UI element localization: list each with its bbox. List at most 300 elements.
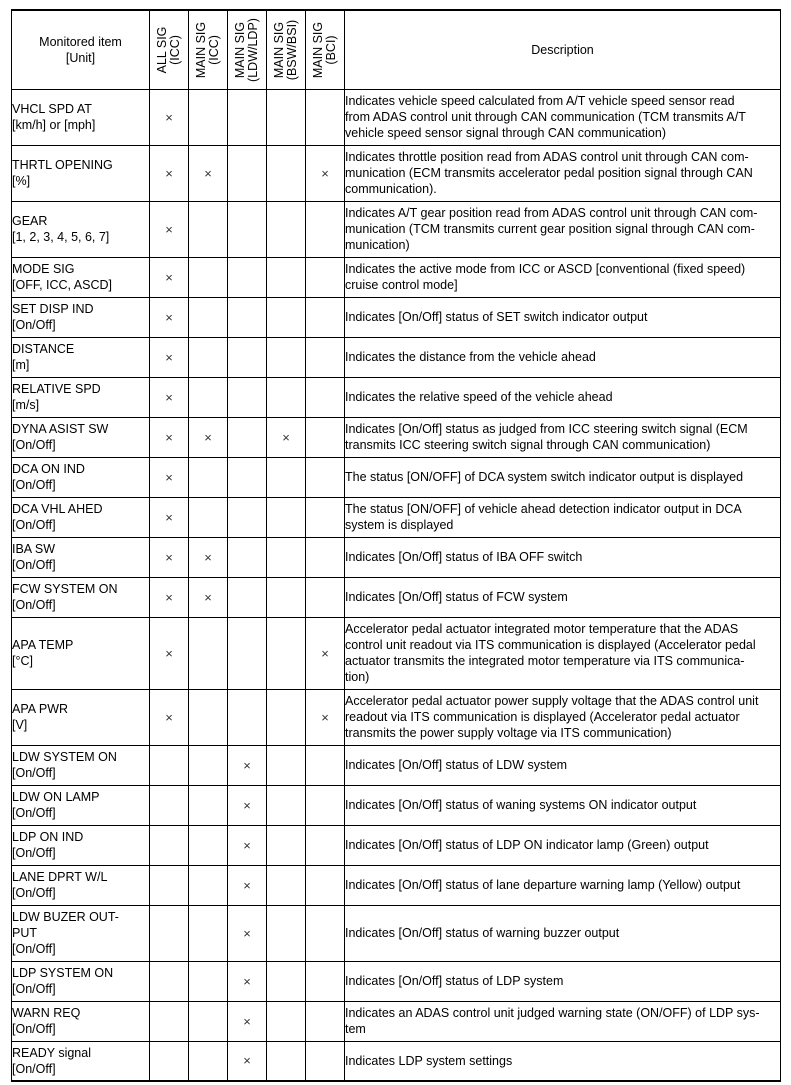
description-line: readout via ITS communication is displayed (Accelerator pedal actuator [345, 710, 740, 724]
description-line: from ADAS control unit through CAN communication (TCM transmits A/T [345, 110, 746, 124]
signal-mark-cell [189, 785, 228, 825]
signal-mark-cell [189, 905, 228, 961]
monitored-item-cell [12, 89, 150, 145]
signal-mark-cell [267, 961, 306, 1001]
description-cell [345, 145, 781, 201]
description-line: Indicates [On/Off] status of lane departure warning lamp (Yellow) output [345, 878, 741, 892]
description-line: Indicates [On/Off] status of warning buzzer output [345, 926, 620, 940]
signal-mark-cell [228, 785, 267, 825]
description-line: Indicates LDP system settings [345, 1053, 513, 1068]
description-line: Indicates vehicle speed calculated from A/T vehicle speed sensor read [345, 94, 735, 108]
signal-mark-cell [189, 961, 228, 1001]
monitored-item-line: [On/Off] [12, 318, 56, 332]
signal-mark-cell [228, 201, 267, 257]
monitored-item-line: [°C] [12, 654, 33, 668]
signal-mark-cell [267, 689, 306, 745]
applicable-mark: × [165, 549, 173, 565]
monitored-item-cell [12, 689, 150, 745]
applicable-mark: × [321, 165, 329, 181]
signal-mark-cell [228, 577, 267, 617]
monitored-item-header-unit: [Unit] [65, 50, 96, 65]
table-row [12, 785, 781, 825]
description-line: Accelerator pedal actuator integrated motor temperature that the ADAS [345, 622, 739, 636]
table-row [12, 145, 781, 201]
signal-mark-cell [228, 865, 267, 905]
applicable-mark: × [243, 757, 251, 773]
description-cell [345, 617, 781, 689]
monitored-item-line: [km/h] or [mph] [12, 118, 96, 132]
applicable-mark: × [165, 269, 173, 285]
signal-mark-cell [150, 905, 189, 961]
monitored-item-line: DCA ON IND [12, 462, 85, 476]
monitored-item-line: LDP ON IND [12, 830, 84, 844]
monitored-item-line: [V] [12, 718, 28, 732]
description-line: Indicates the distance from the vehicle ahead [345, 350, 596, 364]
signal-mark-cell [228, 497, 267, 537]
table-row [12, 201, 781, 257]
monitored-item-line: MODE SIG [12, 262, 75, 276]
sig-header-line2: (ICC) [168, 34, 182, 65]
monitored-item-cell [12, 785, 150, 825]
table-row [12, 865, 781, 905]
signal-mark-cell [189, 377, 228, 417]
signal-mark-cell [267, 297, 306, 337]
monitored-item-line: [m/s] [12, 398, 40, 412]
signal-mark-cell [228, 89, 267, 145]
description-cell [345, 961, 781, 1001]
signal-mark-cell [189, 617, 228, 689]
description-cell [345, 905, 781, 961]
signal-mark-cell [306, 689, 345, 745]
signal-mark-cell [189, 1001, 228, 1041]
description-line: transmits ICC steering switch signal through CAN communication) [345, 438, 711, 452]
monitored-item-line: LDW ON LAMP [12, 790, 100, 804]
description-cell [345, 497, 781, 537]
monitored-item-line: [On/Off] [12, 846, 56, 860]
monitored-item-cell [12, 337, 150, 377]
description-line: Accelerator pedal actuator power supply voltage that the ADAS control unit [345, 694, 759, 708]
signal-mark-cell [150, 1041, 189, 1081]
description-line: Indicates the active mode from ICC or ASCD [conventional (fixed speed) [345, 262, 746, 276]
monitored-item-header [12, 10, 150, 89]
signal-mark-cell [228, 1041, 267, 1081]
monitored-item-line: LDW BUZER OUT- [12, 910, 119, 924]
signal-mark-cell [306, 537, 345, 577]
table-row [12, 257, 781, 297]
monitored-item-line: WARN REQ [12, 1006, 81, 1020]
description-line: control unit readout via ITS communication is displayed (Accelerator pedal [345, 638, 756, 652]
signal-mark-cell [267, 201, 306, 257]
signal-mark-cell [228, 745, 267, 785]
monitored-item-line: DYNA ASIST SW [12, 422, 109, 436]
signal-mark-cell [228, 905, 267, 961]
description-line: munication (ECM transmits accelerator pedal position signal through CAN [345, 166, 753, 180]
signal-mark-cell [150, 457, 189, 497]
description-line: system is displayed [345, 518, 454, 532]
sig-header-line1: ALL SIG [155, 26, 169, 74]
main-sig-bsw-bsi-header [267, 10, 306, 89]
signal-mark-cell [267, 457, 306, 497]
description-line: The status [ON/OFF] of DCA system switch indicator output is displayed [345, 470, 744, 484]
description-line: Indicates an ADAS control unit judged warning state (ON/OFF) of LDP sys- [345, 1006, 760, 1020]
monitored-item-cell [12, 145, 150, 201]
signal-mark-cell [306, 905, 345, 961]
applicable-mark: × [165, 429, 173, 445]
monitored-item-cell [12, 825, 150, 865]
monitored-item-line: [On/Off] [12, 982, 56, 996]
monitored-item-line: [On/Off] [12, 598, 56, 612]
signal-mark-cell [267, 1001, 306, 1041]
monitor-item-table [11, 9, 781, 1082]
signal-mark-cell [306, 1041, 345, 1081]
monitored-item-line: [%] [12, 174, 31, 188]
sig-header-line2: (ICC) [207, 34, 221, 65]
signal-mark-cell [150, 577, 189, 617]
signal-mark-cell [189, 1041, 228, 1081]
description-line: transmits the power supply voltage via ITS communication) [345, 726, 672, 740]
monitored-item-cell [12, 457, 150, 497]
table-row [12, 337, 781, 377]
signal-mark-cell [267, 745, 306, 785]
signal-mark-cell [189, 825, 228, 865]
signal-mark-cell [189, 745, 228, 785]
description-line: Indicates [On/Off] status of LDW system [345, 758, 568, 772]
applicable-mark: × [243, 1013, 251, 1029]
monitored-item-cell [12, 497, 150, 537]
description-cell [345, 457, 781, 497]
monitored-item-line: VHCL SPD AT [12, 102, 92, 116]
table-row [12, 1041, 781, 1081]
monitored-item-cell [12, 201, 150, 257]
table-row [12, 457, 781, 497]
applicable-mark: × [243, 797, 251, 813]
monitored-item-line: APA TEMP [12, 638, 74, 652]
signal-mark-cell [306, 297, 345, 337]
applicable-mark: × [243, 973, 251, 989]
monitored-item-line: [On/Off] [12, 1022, 56, 1036]
main-sig-icc-header [189, 10, 228, 89]
description-cell [345, 337, 781, 377]
signal-mark-cell [228, 337, 267, 377]
signal-mark-cell [150, 417, 189, 457]
monitored-item-cell [12, 617, 150, 689]
main-sig-bci-header [306, 10, 345, 89]
monitored-item-line: [On/Off] [12, 518, 56, 532]
description-cell [345, 825, 781, 865]
applicable-mark: × [243, 1053, 251, 1069]
table-row [12, 377, 781, 417]
monitored-item-line: FCW SYSTEM ON [12, 582, 118, 596]
signal-mark-cell [267, 89, 306, 145]
table-row [12, 497, 781, 537]
monitored-item-cell [12, 417, 150, 457]
description-line: Indicates the relative speed of the vehicle ahead [345, 390, 613, 404]
monitored-item-line: IBA SW [12, 542, 56, 556]
description-line: actuator transmits the integrated motor temperature via ITS communica- [345, 654, 745, 668]
applicable-mark: × [204, 429, 212, 445]
signal-mark-cell [189, 457, 228, 497]
monitored-item-cell [12, 961, 150, 1001]
signal-mark-cell [150, 825, 189, 865]
description-line: tion) [345, 670, 370, 684]
description-line: communication). [345, 182, 437, 196]
signal-mark-cell [306, 257, 345, 297]
description-line: Indicates A/T gear position read from ADAS control unit through CAN com- [345, 206, 758, 220]
description-line: The status [ON/OFF] of vehicle ahead detection indicator output in DCA [345, 502, 742, 516]
monitored-item-cell [12, 577, 150, 617]
table-row [12, 961, 781, 1001]
signal-mark-cell [150, 145, 189, 201]
signal-mark-cell [150, 617, 189, 689]
applicable-mark: × [321, 645, 329, 661]
applicable-mark: × [243, 837, 251, 853]
description-cell [345, 745, 781, 785]
signal-mark-cell [189, 201, 228, 257]
monitored-item-cell [12, 1001, 150, 1041]
signal-mark-cell [306, 201, 345, 257]
monitored-item-line: RELATIVE SPD [12, 382, 101, 396]
monitored-item-line: [On/Off] [12, 478, 56, 492]
signal-mark-cell [189, 89, 228, 145]
table-row [12, 745, 781, 785]
description-line: cruise control mode] [345, 278, 458, 292]
all-sig-icc-header [150, 10, 189, 89]
monitored-item-line: [On/Off] [12, 886, 56, 900]
signal-mark-cell [306, 785, 345, 825]
sig-header-line1: MAIN SIG [194, 21, 208, 78]
description-cell [345, 377, 781, 417]
applicable-mark: × [204, 165, 212, 181]
monitored-item-line: DISTANCE [12, 342, 75, 356]
applicable-mark: × [165, 589, 173, 605]
signal-mark-cell [228, 617, 267, 689]
description-line: Indicates [On/Off] status of LDP ON indicator lamp (Green) output [345, 838, 709, 852]
description-line: Indicates throttle position read from ADAS control unit through CAN com- [345, 150, 749, 164]
applicable-mark: × [165, 509, 173, 525]
signal-mark-cell [150, 497, 189, 537]
signal-mark-cell [306, 497, 345, 537]
signal-mark-cell [306, 617, 345, 689]
applicable-mark: × [165, 349, 173, 365]
signal-mark-cell [150, 537, 189, 577]
signal-mark-cell [189, 577, 228, 617]
signal-mark-cell [228, 457, 267, 497]
signal-mark-cell [150, 89, 189, 145]
signal-mark-cell [150, 961, 189, 1001]
signal-mark-cell [189, 297, 228, 337]
signal-mark-cell [228, 825, 267, 865]
signal-mark-cell [306, 337, 345, 377]
table-header-row [12, 10, 781, 89]
description-line: Indicates [On/Off] status of SET switch indicator output [345, 310, 648, 324]
signal-mark-cell [228, 297, 267, 337]
monitored-item-line: PUT [12, 926, 37, 940]
monitored-item-line: [On/Off] [12, 766, 56, 780]
applicable-mark: × [165, 109, 173, 125]
monitored-item-line: [On/Off] [12, 942, 56, 956]
signal-mark-cell [150, 201, 189, 257]
monitored-item-cell [12, 1041, 150, 1081]
table-row [12, 297, 781, 337]
signal-mark-cell [150, 377, 189, 417]
description-cell [345, 417, 781, 457]
applicable-mark: × [165, 709, 173, 725]
signal-mark-cell [150, 337, 189, 377]
monitored-item-line: [m] [12, 358, 30, 372]
monitored-item-line: [1, 2, 3, 4, 5, 6, 7] [12, 230, 110, 244]
signal-mark-cell [228, 257, 267, 297]
table-row [12, 89, 781, 145]
applicable-mark: × [165, 221, 173, 237]
signal-mark-cell [189, 497, 228, 537]
monitored-item-line: [On/Off] [12, 438, 56, 452]
table-row [12, 417, 781, 457]
description-cell [345, 89, 781, 145]
sig-header-line2: (LDW/LDP) [246, 17, 260, 82]
signal-mark-cell [267, 537, 306, 577]
applicable-mark: × [243, 877, 251, 893]
description-cell [345, 865, 781, 905]
table-row [12, 905, 781, 961]
signal-mark-cell [267, 577, 306, 617]
signal-mark-cell [306, 825, 345, 865]
sig-header-line2: (BCI) [324, 35, 338, 65]
signal-mark-cell [189, 689, 228, 745]
monitored-item-line: DCA VHL AHED [12, 502, 103, 516]
signal-mark-cell [228, 1001, 267, 1041]
monitored-item-cell [12, 865, 150, 905]
signal-mark-cell [267, 617, 306, 689]
signal-mark-cell [228, 417, 267, 457]
monitored-item-line: [On/Off] [12, 558, 56, 572]
signal-mark-cell [150, 1001, 189, 1041]
signal-mark-cell [189, 337, 228, 377]
signal-mark-cell [150, 865, 189, 905]
signal-mark-cell [189, 537, 228, 577]
signal-mark-cell [306, 577, 345, 617]
applicable-mark: × [204, 589, 212, 605]
signal-mark-cell [150, 785, 189, 825]
signal-mark-cell [228, 689, 267, 745]
table-row [12, 825, 781, 865]
signal-mark-cell [189, 417, 228, 457]
applicable-mark: × [165, 165, 173, 181]
signal-mark-cell [306, 865, 345, 905]
description-line: Indicates [On/Off] status of LDP system [345, 974, 564, 988]
description-line: munication (TCM transmits current gear position signal through CAN com- [345, 222, 755, 236]
signal-mark-cell [306, 457, 345, 497]
signal-mark-cell [267, 337, 306, 377]
monitored-item-cell [12, 745, 150, 785]
applicable-mark: × [165, 309, 173, 325]
signal-mark-cell [306, 417, 345, 457]
signal-mark-cell [306, 1001, 345, 1041]
monitored-item-line: [OFF, ICC, ASCD] [12, 278, 113, 292]
description-line: Indicates [On/Off] status as judged from ICC steering switch signal (ECM [345, 422, 748, 436]
main-sig-ldw-ldp-header [228, 10, 267, 89]
signal-mark-cell [267, 825, 306, 865]
signal-mark-cell [267, 417, 306, 457]
table-row [12, 689, 781, 745]
description-cell [345, 785, 781, 825]
description-cell [345, 1001, 781, 1041]
monitored-item-line: [On/Off] [12, 1061, 56, 1076]
description-cell [345, 1041, 781, 1081]
signal-mark-cell [150, 745, 189, 785]
monitored-item-header-label: Monitored item [39, 34, 122, 49]
signal-mark-cell [189, 865, 228, 905]
monitored-item-cell [12, 297, 150, 337]
description-line: Indicates [On/Off] status of FCW system [345, 590, 568, 604]
description-cell [345, 689, 781, 745]
signal-mark-cell [306, 377, 345, 417]
monitored-item-cell [12, 905, 150, 961]
table-row [12, 1001, 781, 1041]
description-cell [345, 577, 781, 617]
table-row [12, 617, 781, 689]
applicable-mark: × [165, 389, 173, 405]
table-row [12, 537, 781, 577]
description-cell [345, 537, 781, 577]
signal-mark-cell [267, 257, 306, 297]
monitored-item-cell [12, 257, 150, 297]
monitored-item-line: APA PWR [12, 702, 69, 716]
applicable-mark: × [165, 645, 173, 661]
signal-mark-cell [150, 257, 189, 297]
sig-header-line1: MAIN SIG [272, 21, 286, 78]
applicable-mark: × [321, 709, 329, 725]
monitored-item-line: [On/Off] [12, 806, 56, 820]
description-line: Indicates [On/Off] status of waning systems ON indicator output [345, 798, 697, 812]
signal-mark-cell [306, 89, 345, 145]
description-line: munication) [345, 238, 410, 252]
signal-mark-cell [228, 537, 267, 577]
signal-mark-cell [267, 785, 306, 825]
applicable-mark: × [165, 469, 173, 485]
monitored-item-cell [12, 537, 150, 577]
signal-mark-cell [267, 1041, 306, 1081]
signal-mark-cell [267, 865, 306, 905]
monitored-item-cell [12, 377, 150, 417]
sig-header-line2: (BSW/BSI) [285, 19, 299, 80]
signal-mark-cell [189, 145, 228, 201]
sig-header-line1: MAIN SIG [311, 21, 325, 78]
description-header: Description [345, 10, 781, 89]
applicable-mark: × [204, 549, 212, 565]
monitored-item-line: GEAR [12, 214, 48, 228]
signal-mark-cell [306, 961, 345, 1001]
monitored-item-line: READY signal [12, 1045, 91, 1060]
description-line: tem [345, 1022, 366, 1036]
signal-mark-cell [306, 145, 345, 201]
description-cell [345, 297, 781, 337]
monitored-item-line: THRTL OPENING [12, 158, 113, 172]
signal-mark-cell [228, 145, 267, 201]
table-row [12, 577, 781, 617]
signal-mark-cell [306, 745, 345, 785]
signal-mark-cell [267, 497, 306, 537]
sig-header-line1: MAIN SIG [233, 21, 247, 78]
monitored-item-line: LDP SYSTEM ON [12, 966, 114, 980]
signal-mark-cell [150, 297, 189, 337]
monitored-item-line: LDW SYSTEM ON [12, 750, 117, 764]
signal-mark-cell [267, 905, 306, 961]
description-line: Indicates [On/Off] status of IBA OFF switch [345, 550, 583, 564]
signal-mark-cell [267, 145, 306, 201]
applicable-mark: × [243, 925, 251, 941]
monitored-item-line: SET DISP IND [12, 302, 94, 316]
description-line: vehicle speed sensor signal through CAN communication) [345, 126, 666, 140]
